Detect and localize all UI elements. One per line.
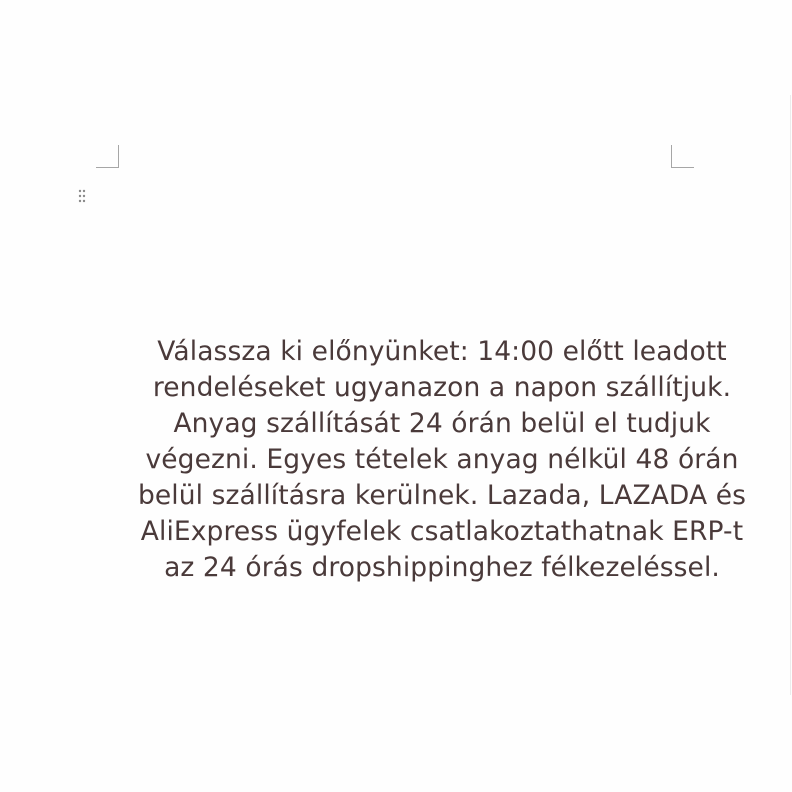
paragraph-line: belül szállításra kerülnek. Lazada, LAZADA és xyxy=(137,480,747,511)
paragraph-text[interactable] xyxy=(110,334,774,586)
page-right-edge xyxy=(790,95,791,695)
paragraph-line: Válassza ki előnyünket: 14:00 előtt leadott xyxy=(157,336,727,367)
paragraph-line: AliExpress ügyfelek csatlakoztathatnak ERP-t xyxy=(140,516,744,547)
paragraph-line: rendeléseket ugyanazon a napon szállítjuk. xyxy=(152,372,732,403)
paragraph-line: az 24 órás dropshippinghez félkezeléssel. xyxy=(164,552,720,583)
crop-mark-top-left xyxy=(96,145,119,168)
paragraph-line: Anyag szállítását 24 órán belül el tudjuk xyxy=(173,408,711,439)
drag-handle-icon[interactable] xyxy=(74,186,90,206)
paragraph-line: végezni. Egyes tételek anyag nélkül 48 órán xyxy=(145,444,739,475)
crop-mark-top-right xyxy=(671,145,694,168)
